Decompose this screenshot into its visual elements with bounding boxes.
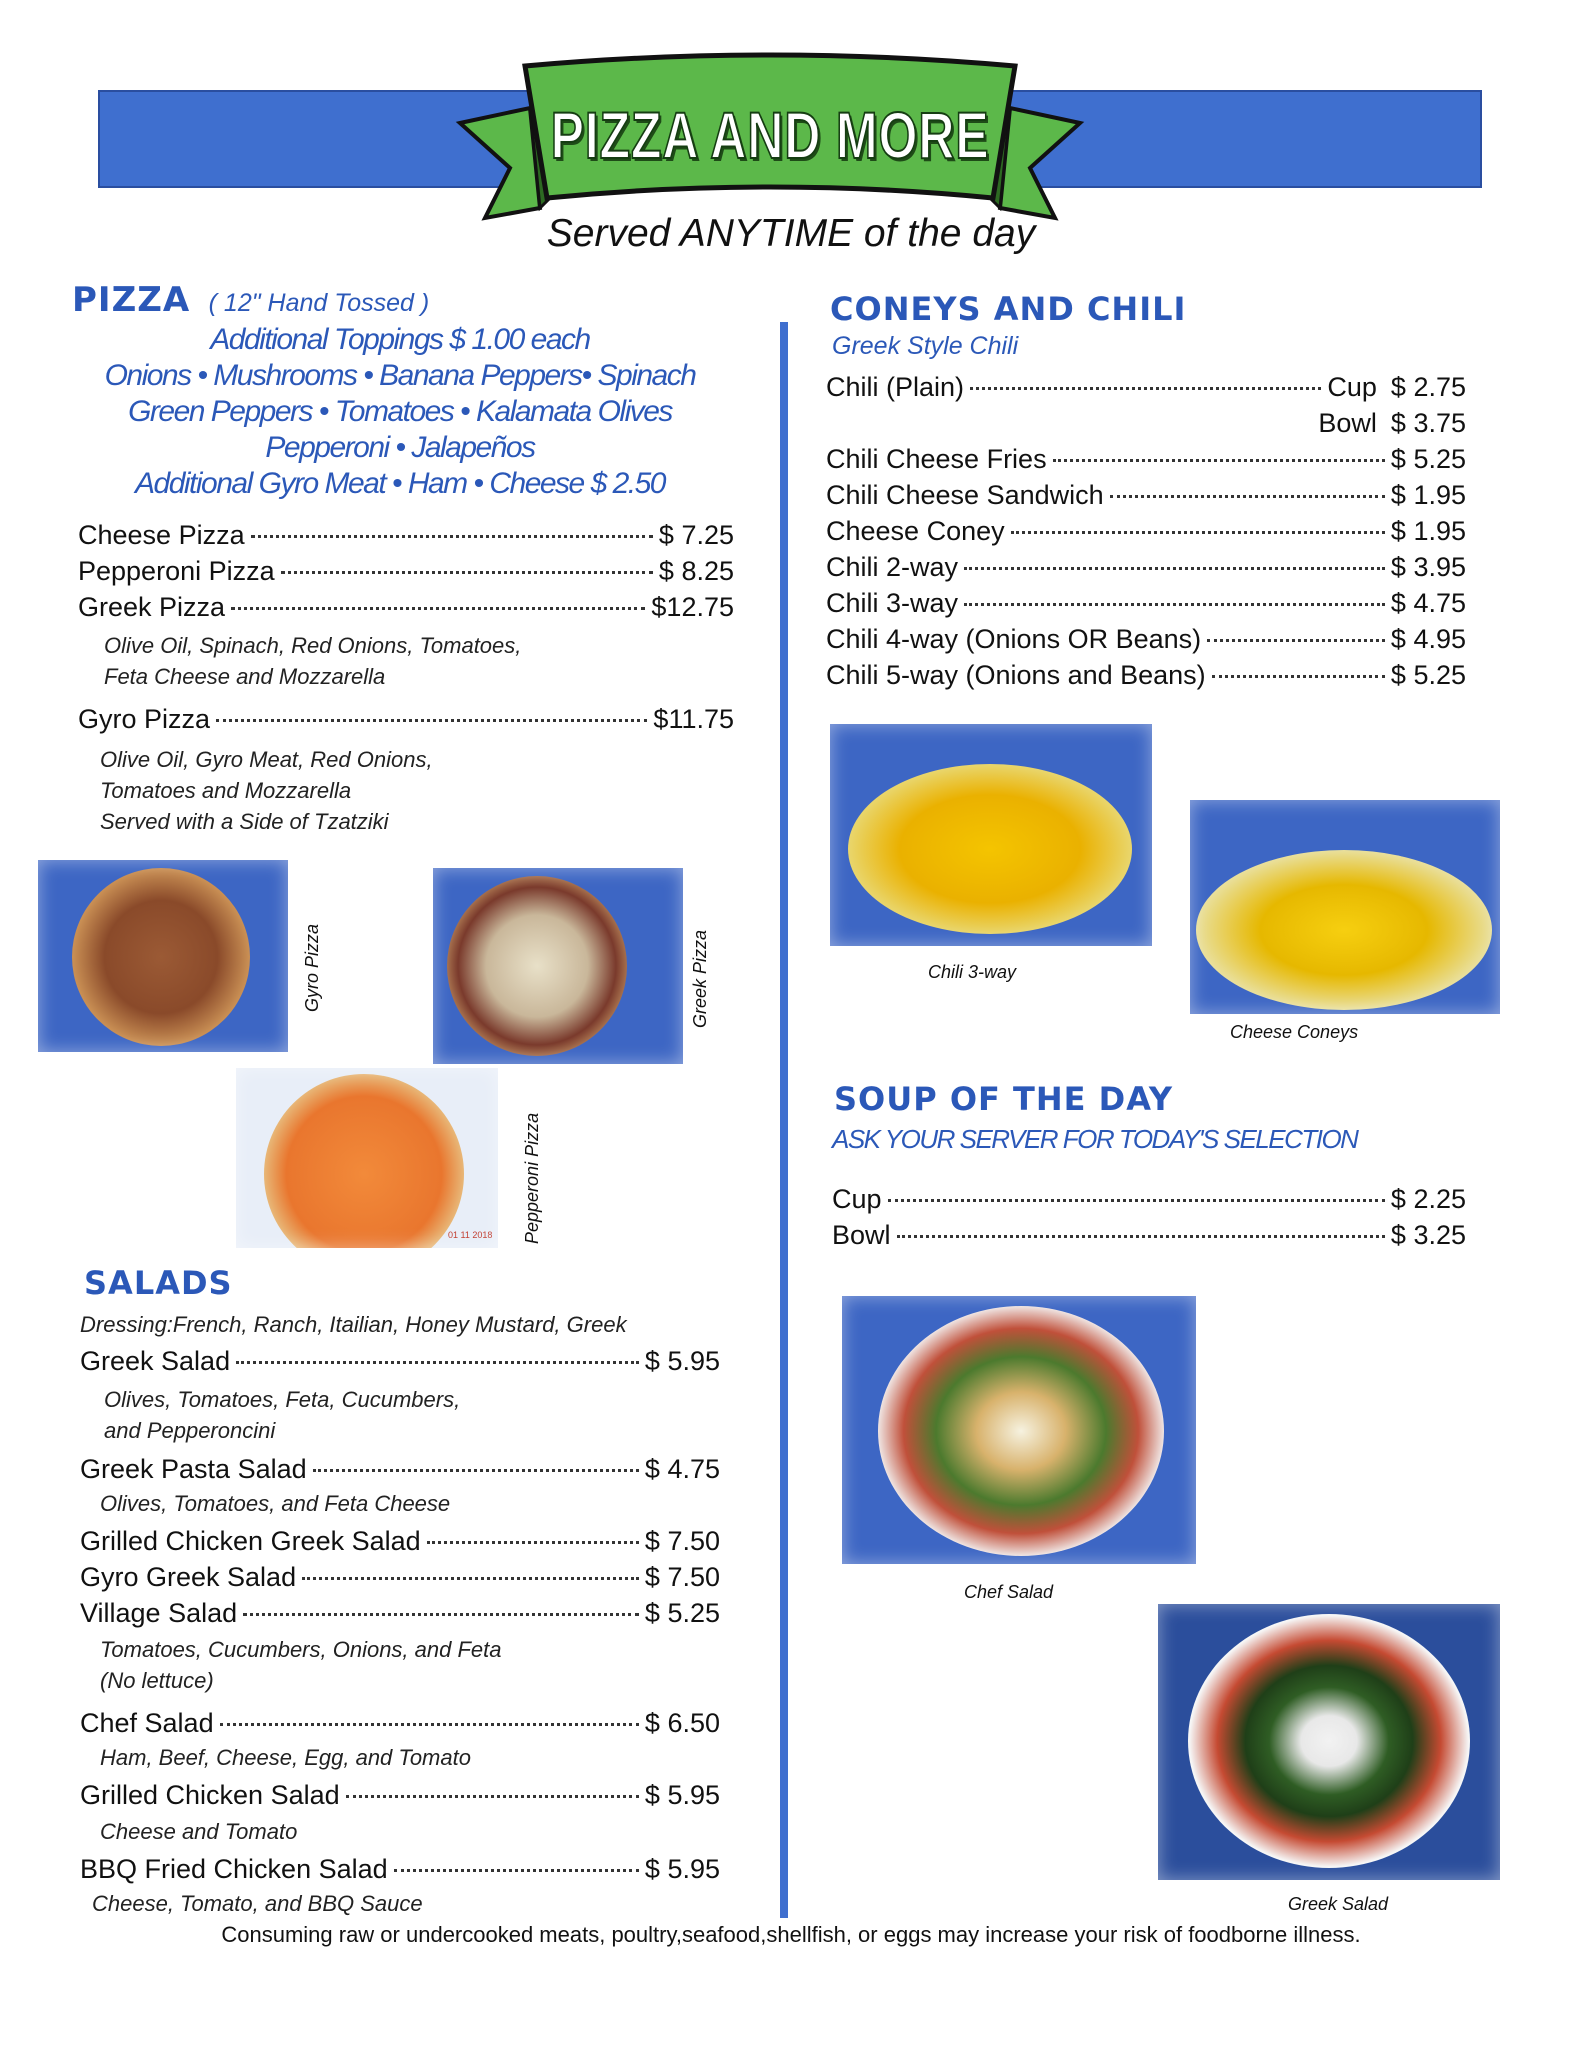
soup-title: SOUP OF THE DAY <box>834 1080 1174 1118</box>
menu-item <box>826 372 1466 403</box>
column-divider <box>780 322 788 1918</box>
item-name: Chili 2-way <box>826 552 959 582</box>
desc-line: Olives, Tomatoes, and Feta Cheese <box>100 1491 451 1516</box>
pizza-icon <box>264 1074 464 1248</box>
pizza-title: PIZZA <box>72 280 191 320</box>
desc-line: (No lettuce) <box>100 1668 214 1693</box>
item-price: $ 5.25 <box>1390 660 1466 690</box>
desc-line: Tomatoes and Mozzarella <box>100 778 352 803</box>
menu-item <box>826 480 1466 511</box>
item-name: Grilled Chicken Salad <box>80 1780 340 1810</box>
coneys-caption: Cheese Coneys <box>1230 1022 1359 1042</box>
item-price: $ 5.25 <box>644 1598 720 1628</box>
menu-item <box>80 1708 720 1739</box>
item-description <box>100 1742 471 1773</box>
item-description <box>104 1384 460 1446</box>
pizza-subtitle: ( 12" Hand Tossed ) <box>208 289 430 317</box>
coneys-title: CONEYS AND CHILI <box>830 290 1187 328</box>
menu-item <box>832 1220 1466 1251</box>
desc-line: and Pepperoncini <box>104 1418 276 1443</box>
item-price: $ 4.75 <box>644 1454 720 1484</box>
salad-plate-icon <box>1188 1614 1470 1868</box>
item-description <box>92 1888 423 1919</box>
greek-salad-photo <box>1158 1604 1500 1880</box>
banner-title: PIZZA AND MORE <box>550 98 990 172</box>
item-price: $ 3.95 <box>1390 552 1466 582</box>
item-size: Cup <box>1327 372 1377 402</box>
menu-item <box>78 592 734 623</box>
desc-line: Served with a Side of Tzatziki <box>100 809 389 834</box>
item-price: $ 3.25 <box>1390 1220 1466 1250</box>
menu-item <box>80 1780 720 1811</box>
chili-photo <box>830 724 1152 946</box>
menu-item <box>78 556 734 587</box>
served-subtitle: Served ANYTIME of the day <box>546 212 1036 255</box>
pepperoni-pizza-caption: Pepperoni Pizza <box>522 1112 542 1244</box>
salads-title: SALADS <box>84 1264 233 1302</box>
desc-line: Olives, Tomatoes, Feta, Cucumbers, <box>104 1387 461 1412</box>
item-description <box>104 630 521 692</box>
item-name: Cheese Pizza <box>78 520 245 550</box>
item-name: Grilled Chicken Greek Salad <box>80 1526 421 1556</box>
coneys-photo <box>1190 800 1500 1014</box>
item-price: $ 6.50 <box>644 1708 720 1738</box>
menu-item <box>78 520 734 551</box>
item-description <box>100 1816 297 1847</box>
toppings-line: Green Peppers • Tomatoes • Kalamata Olives <box>128 395 672 428</box>
item-description <box>100 1634 502 1696</box>
item-name: Gyro Pizza <box>78 704 211 734</box>
item-description <box>100 1488 450 1519</box>
menu-item <box>826 516 1466 547</box>
menu-item <box>80 1598 720 1629</box>
desc-line: Olive Oil, Spinach, Red Onions, Tomatoes, <box>104 633 522 658</box>
menu-item <box>826 624 1466 655</box>
item-size: Bowl <box>1318 408 1377 438</box>
menu-item <box>80 1346 720 1377</box>
item-price: $ 1.95 <box>1390 480 1466 510</box>
menu-item <box>78 704 734 735</box>
pizza-heading <box>72 280 429 320</box>
pizza-icon <box>72 868 250 1046</box>
desc-line: Ham, Beef, Cheese, Egg, and Tomato <box>100 1745 471 1770</box>
item-name: Greek Pasta Salad <box>80 1454 307 1484</box>
item-description <box>100 744 433 837</box>
pizza-icon <box>447 876 627 1056</box>
item-price: $ 5.95 <box>644 1346 720 1376</box>
salad-plate-icon <box>878 1306 1164 1556</box>
item-name: Chef Salad <box>80 1708 214 1738</box>
item-name: Chili (Plain) <box>826 372 965 402</box>
gyro-pizza-caption: Gyro Pizza <box>302 923 322 1012</box>
desc-line: Cheese, Tomato, and BBQ Sauce <box>92 1891 423 1916</box>
disclaimer: Consuming raw or undercooked meats, poultry,seafood,shellfish, or eggs may increase your risk of foodborne illness. <box>221 1922 1361 1947</box>
item-price: $ 1.95 <box>1390 516 1466 546</box>
toppings-line: Onions • Mushrooms • Banana Peppers• Spinach <box>104 359 696 392</box>
pepperoni-pizza-photo <box>236 1068 498 1248</box>
pizza-toppings <box>60 322 740 502</box>
desc-line: Olive Oil, Gyro Meat, Red Onions, <box>100 747 433 772</box>
coney-plate-icon <box>1196 850 1492 1010</box>
item-price: $ 2.25 <box>1390 1184 1466 1214</box>
chef-salad-caption: Chef Salad <box>964 1582 1054 1602</box>
item-name: Cup <box>832 1184 882 1214</box>
photo-date-stamp: 01 11 2018 <box>448 1230 493 1240</box>
menu-item <box>826 660 1466 691</box>
item-price: $ 5.95 <box>644 1780 720 1810</box>
desc-line: Tomatoes, Cucumbers, Onions, and Feta <box>100 1637 502 1662</box>
item-name: Village Salad <box>80 1598 238 1628</box>
item-price: $ 4.75 <box>1390 588 1466 618</box>
item-name: Chili Cheese Fries <box>826 444 1047 474</box>
desc-line: Cheese and Tomato <box>100 1819 298 1844</box>
item-name: Pepperoni Pizza <box>78 556 275 586</box>
salads-dressing: Dressing:French, Ranch, Itailian, Honey Mustard, Greek <box>80 1312 627 1337</box>
menu-item <box>826 552 1466 583</box>
greek-pizza-caption: Greek Pizza <box>690 929 710 1028</box>
item-name: Chili 3-way <box>826 588 959 618</box>
desc-line: Feta Cheese and Mozzarella <box>104 664 386 689</box>
menu-item <box>80 1526 720 1557</box>
coneys-subtitle: Greek Style Chili <box>832 332 1019 360</box>
item-price: $ 5.95 <box>644 1854 720 1884</box>
soup-subtitle: ASK YOUR SERVER FOR TODAY'S SELECTION <box>832 1124 1358 1154</box>
item-price: $ 7.50 <box>644 1526 720 1556</box>
menu-item <box>826 444 1466 475</box>
gyro-pizza-photo <box>38 860 288 1052</box>
greek-pizza-photo <box>433 868 683 1064</box>
menu-item <box>80 1454 720 1485</box>
toppings-line: Pepperoni • Jalapeños <box>265 431 535 464</box>
item-price: $ 7.25 <box>658 520 734 550</box>
item-price: $12.75 <box>651 592 734 622</box>
item-name: Chili 5-way (Onions and Beans) <box>826 660 1206 690</box>
item-price: $ 4.95 <box>1390 624 1466 654</box>
item-price: $11.75 <box>653 704 734 734</box>
menu-item <box>826 408 1466 439</box>
item-name: Bowl <box>832 1220 891 1250</box>
item-name: Cheese Coney <box>826 516 1005 546</box>
chef-salad-photo <box>842 1296 1196 1564</box>
item-name: BBQ Fried Chicken Salad <box>80 1854 388 1884</box>
item-name: Greek Salad <box>80 1346 231 1376</box>
chili-caption: Chili 3-way <box>928 962 1017 982</box>
item-name: Chili Cheese Sandwich <box>826 480 1104 510</box>
greek-salad-caption: Greek Salad <box>1288 1894 1389 1914</box>
menu-item <box>80 1562 720 1593</box>
item-price: $ 2.75 <box>1390 372 1466 402</box>
toppings-line: Additional Toppings $ 1.00 each <box>210 323 590 356</box>
item-price: $ 7.50 <box>644 1562 720 1592</box>
chili-plate-icon <box>848 764 1132 934</box>
item-name: Gyro Greek Salad <box>80 1562 297 1592</box>
item-name: Greek Pizza <box>78 592 226 622</box>
item-price: $ 8.25 <box>658 556 734 586</box>
item-name: Chili 4-way (Onions OR Beans) <box>826 624 1202 654</box>
item-price: $ 5.25 <box>1390 444 1466 474</box>
item-price: $ 3.75 <box>1390 408 1466 438</box>
menu-item <box>826 588 1466 619</box>
menu-item <box>832 1184 1466 1215</box>
menu-item <box>80 1854 720 1885</box>
toppings-line: Additional Gyro Meat • Ham • Cheese $ 2.50 <box>135 467 665 500</box>
